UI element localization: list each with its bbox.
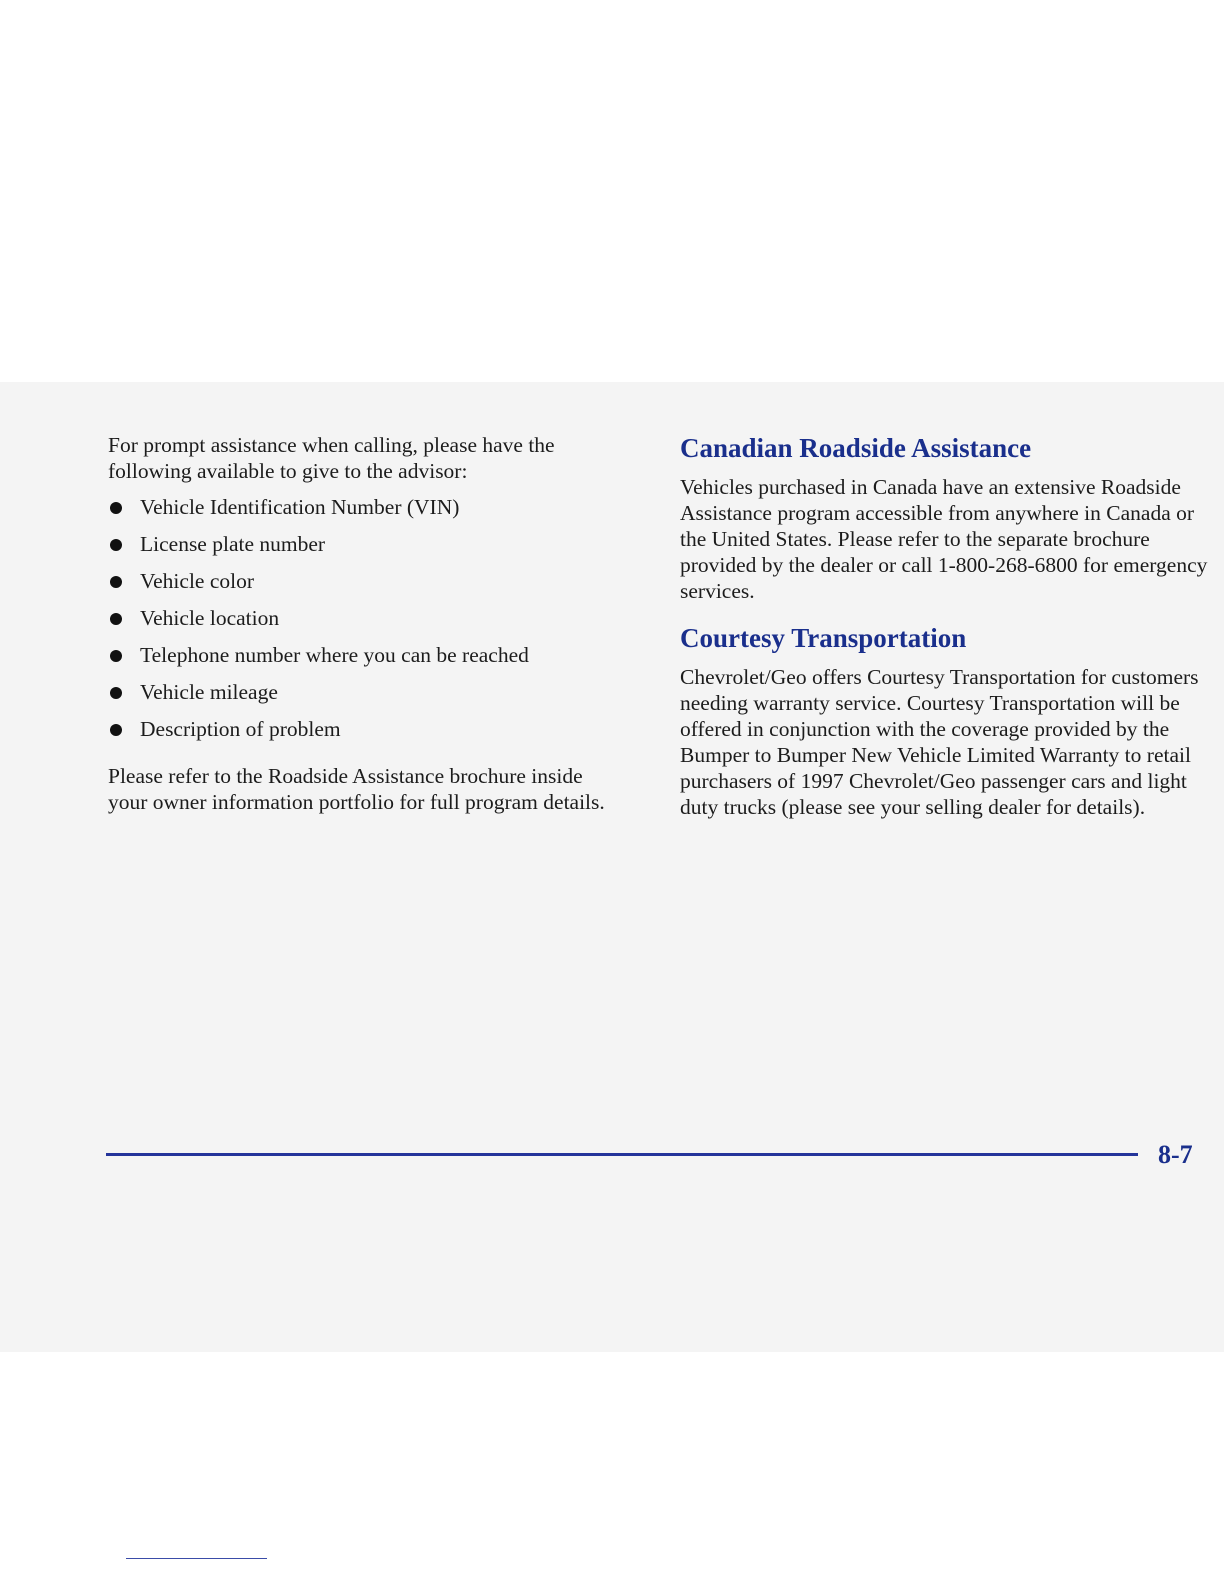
list-item-text: License plate number	[140, 532, 326, 556]
section-body: Vehicles purchased in Canada have an extensive Roadside Assistance program accessible from anywhere in Canada or the United States. Please refer to the separate brochure provided by the dealer or call 1-800-268-6800 for emergency services.	[680, 475, 1208, 603]
info-checklist	[108, 494, 608, 753]
list-item	[108, 716, 608, 753]
bottom-divider	[126, 1558, 267, 1559]
courtesy-transportation-section	[680, 622, 1210, 820]
list-item	[108, 679, 608, 716]
list-item-text: Vehicle location	[140, 606, 280, 630]
list-item-text: Telephone number where you can be reached	[140, 643, 529, 667]
right-column	[680, 432, 1210, 820]
canadian-roadside-section	[680, 432, 1210, 604]
left-column	[108, 432, 608, 815]
intro-paragraph: For prompt assistance when calling, please have the following available to give to the advisor:	[108, 433, 555, 483]
section-heading: Courtesy Transportation	[680, 623, 967, 653]
section-heading: Canadian Roadside Assistance	[680, 433, 1032, 463]
bullet-icon	[110, 613, 122, 625]
bullet-icon	[110, 502, 122, 514]
list-item	[108, 605, 608, 642]
bullet-icon	[110, 539, 122, 551]
bullet-icon	[110, 576, 122, 588]
bullet-icon	[110, 650, 122, 662]
bullet-icon	[110, 687, 122, 699]
section-body: Chevrolet/Geo offers Courtesy Transportation for customers needing warranty service. Courtesy Transportation will be offered in conjunction with the coverage provided by the Bumper to Bumper New Vehicle Limited Warranty to retail purchasers of 1997 Chevrolet/Geo passenger cars and light duty trucks (please see your selling dealer for details).	[680, 665, 1199, 819]
page-number: 8-7	[1158, 1140, 1193, 1169]
closing-paragraph: Please refer to the Roadside Assistance brochure inside your owner information portfolio for full program details.	[108, 764, 605, 814]
footer-divider	[106, 1153, 1138, 1156]
list-item	[108, 531, 608, 568]
list-item	[108, 642, 608, 679]
list-item	[108, 494, 608, 531]
list-item	[108, 568, 608, 605]
list-item-text: Description of problem	[140, 717, 341, 741]
list-item-text: Vehicle Identification Number (VIN)	[140, 495, 460, 519]
list-item-text: Vehicle color	[140, 569, 255, 593]
list-item-text: Vehicle mileage	[140, 680, 278, 704]
bullet-icon	[110, 724, 122, 736]
